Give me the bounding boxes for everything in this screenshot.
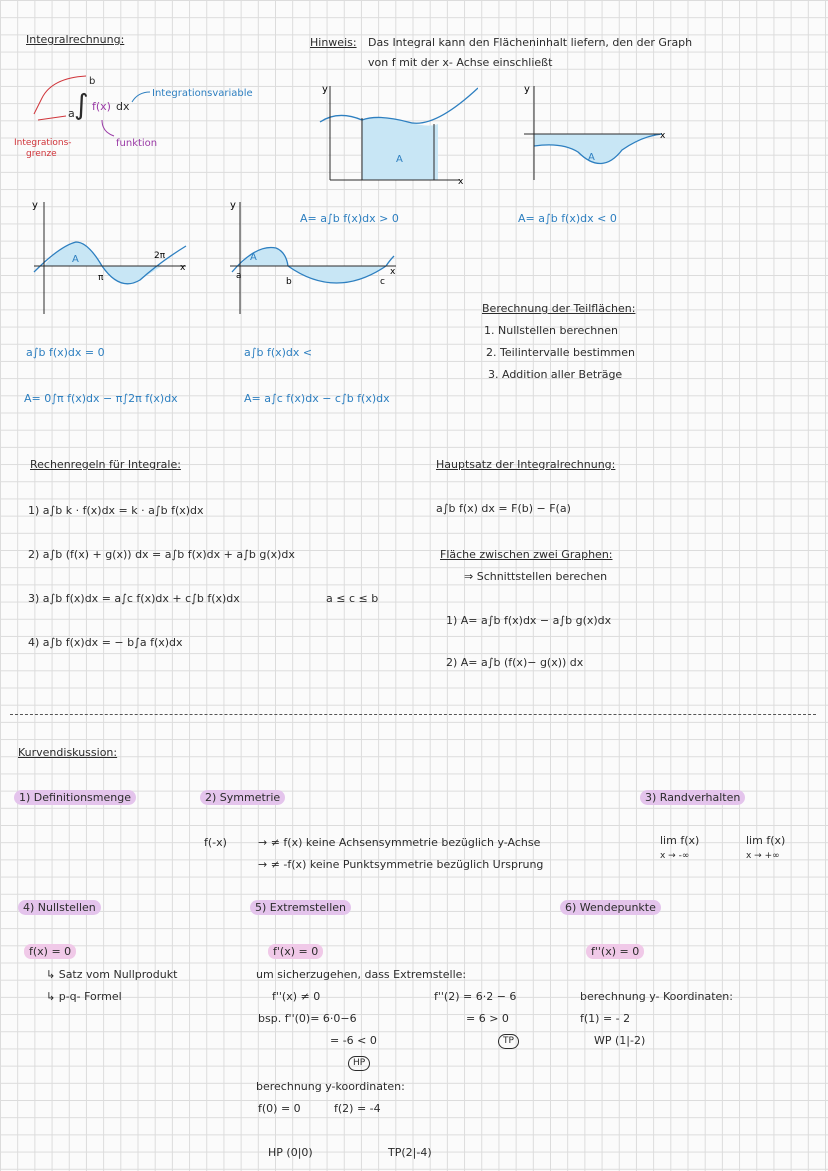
tick-two-pi: 2π — [154, 251, 166, 261]
rule-3: 3) a∫b f(x)dx = a∫c f(x)dx + c∫b f(x)dx — [28, 592, 240, 605]
zeros-method-2: ↳ p-q- Formel — [46, 990, 122, 1003]
extrema-example-2b: = 6 > 0 — [466, 1012, 509, 1025]
rule-3-condition: a ≤ c ≤ b — [326, 592, 379, 605]
axis-x-label: x — [390, 267, 396, 277]
partial-areas-title: Berechnung der Teilflächen: — [482, 302, 636, 315]
zeros-equation: f(x) = 0 — [24, 944, 76, 959]
negative-area-formula: A= a∫b f(x)dx < 0 — [518, 212, 617, 225]
zeros-method-1: ↳ Satz vom Nullprodukt — [46, 968, 178, 981]
notation-dx: dx — [116, 100, 130, 113]
boundary-lim-2-sub: x → +∞ — [746, 851, 780, 861]
between-graphs-formula-2: 2) A= a∫b (f(x)− g(x)) dx — [446, 656, 584, 669]
rule-4: 4) a∫b f(x)dx = − b∫a f(x)dx — [28, 636, 183, 649]
tick-b: b — [286, 277, 292, 287]
extrema-equation: f'(x) = 0 — [268, 944, 323, 959]
graph-negative-area — [512, 80, 672, 190]
example2-area: A= a∫c f(x)dx − c∫b f(x)dx — [244, 392, 390, 405]
example1-integral: a∫b f(x)dx = 0 — [26, 346, 105, 359]
label-extrema: 5) Extremstellen — [250, 900, 351, 915]
label-funktion: funktion — [116, 138, 158, 149]
inflection-value: f(1) = - 2 — [580, 1012, 631, 1025]
extrema-result-hp: HP (0|0) — [268, 1146, 313, 1159]
example2-integral: a∫b f(x)dx < — [244, 346, 313, 359]
axis-y-label: y — [230, 200, 236, 211]
symmetry-line-2: → ≠ -f(x) keine Punktsymmetrie bezüglich Ursprung — [258, 858, 544, 871]
label-integrationsvariable: Integrationsvariable — [152, 88, 253, 99]
label-boundary: 3) Randverhalten — [640, 790, 745, 805]
hint-line-2: von f mit der x- Achse einschließt — [368, 56, 553, 69]
rule-2: 2) a∫b (f(x) + g(x)) dx = a∫b f(x)dx + a∫b g(x)dx — [28, 548, 295, 561]
boundary-lim-2: lim f(x) — [746, 834, 786, 847]
symmetry-line-1: → ≠ f(x) keine Achsensymmetrie bezüglich y-Achse — [258, 836, 541, 849]
extrema-y-1: f(0) = 0 — [258, 1102, 301, 1115]
label-integrationsgrenze-1: Integrations- — [14, 138, 72, 148]
between-graphs-step: ⇒ Schnittstellen berechen — [464, 570, 608, 583]
axis-y-label: y — [32, 200, 38, 211]
area-label: A — [72, 254, 79, 265]
positive-area-formula: A= a∫b f(x)dx > 0 — [300, 212, 399, 225]
inflection-ycoord-title: berechnung y- Koordinaten: — [580, 990, 733, 1003]
extrema-y-2: f(2) = -4 — [334, 1102, 381, 1115]
axis-y-label: y — [322, 84, 328, 95]
notation-lower: a — [68, 107, 75, 120]
label-zeros: 4) Nullstellen — [18, 900, 101, 915]
between-graphs-title: Fläche zwischen zwei Graphen: — [440, 548, 613, 561]
inflection-wp: WP (1|-2) — [594, 1034, 646, 1047]
boundary-lim-1-sub: x → -∞ — [660, 851, 690, 861]
label-integrationsgrenze-2: grenze — [26, 149, 57, 159]
extrema-tp-circle: TP — [498, 1034, 519, 1049]
symmetry-fx: f(-x) — [204, 836, 227, 849]
between-graphs-formula-1: 1) A= a∫b f(x)dx − a∫b g(x)dx — [446, 614, 612, 627]
partial-step-3: 3. Addition aller Beträge — [488, 368, 623, 381]
rule-1: 1) a∫b k · f(x)dx = k · a∫b f(x)dx — [28, 504, 204, 517]
extrema-intro: um sicherzugehen, dass Extremstelle: — [256, 968, 467, 981]
example1-area: A= 0∫π f(x)dx − π∫2π f(x)dx — [24, 392, 178, 405]
extrema-result-tp: TP(2|-4) — [388, 1146, 432, 1159]
axis-x-label: x — [458, 177, 464, 187]
section-divider — [10, 714, 816, 715]
extrema-condition: f''(x) ≠ 0 — [272, 990, 321, 1003]
tick-c: c — [380, 277, 385, 287]
extrema-hp-circle: HP — [348, 1056, 370, 1071]
graph-positive-area — [318, 80, 478, 190]
label-symmetry: 2) Symmetrie — [200, 790, 285, 805]
label-inflection: 6) Wendepunkte — [560, 900, 661, 915]
axis-y-label: y — [524, 84, 530, 95]
area-shading — [362, 117, 438, 180]
tick-a: a — [236, 271, 242, 281]
partial-step-1: 1. Nullstellen berechnen — [484, 324, 618, 337]
inflection-equation: f''(x) = 0 — [586, 944, 644, 959]
boundary-lim-1: lim f(x) — [660, 834, 700, 847]
label-definition: 1) Definitionsmenge — [14, 790, 136, 805]
rules-title: Rechenregeln für Integrale: — [30, 458, 181, 471]
hint-line-1: Das Integral kann den Flächeninhalt liefern, den der Graph — [368, 36, 693, 49]
axis-x-label: x — [180, 263, 186, 273]
area-label: A — [250, 252, 257, 263]
area-label: A — [396, 154, 403, 165]
integral-sign-icon: ∫ — [74, 88, 89, 121]
arrow-variable-icon — [132, 92, 150, 102]
notation-upper: b — [89, 76, 96, 87]
extrema-example-2: f''(2) = 6·2 − 6 — [434, 990, 517, 1003]
integral-notation-diagram — [12, 70, 312, 170]
arrow-function-icon — [102, 120, 114, 136]
extrema-example-1b: = -6 < 0 — [330, 1034, 377, 1047]
function-curve — [320, 88, 478, 123]
notation-integrand-f: f(x) — [92, 100, 111, 113]
area-label: A — [588, 152, 595, 163]
graph-sine-example — [30, 196, 200, 316]
main-theorem-title: Hauptsatz der Integralrechnung: — [436, 458, 616, 471]
page-title: Integralrechnung: — [26, 33, 125, 46]
tick-pi: π — [98, 273, 104, 283]
extrema-example-1: bsp. f''(0)= 6·0−6 — [258, 1012, 357, 1025]
hint-label: Hinweis: — [310, 36, 357, 49]
curve-title: Kurvendiskussion: — [18, 746, 118, 759]
axis-x-label: x — [660, 131, 666, 141]
partial-step-2: 2. Teilintervalle bestimmen — [486, 346, 635, 359]
extrema-ycoord-title: berechnung y-koordinaten: — [256, 1080, 405, 1093]
main-theorem-formula: a∫b f(x) dx = F(b) − F(a) — [436, 502, 571, 515]
